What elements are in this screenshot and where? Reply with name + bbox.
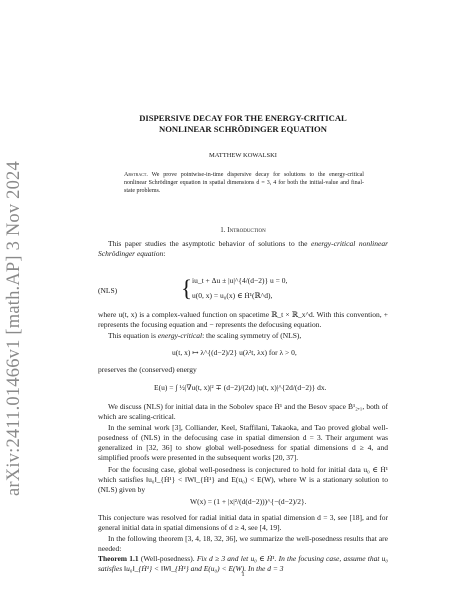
energy-critical-tail: : the scaling symmetry of (NLS), (202, 331, 302, 340)
paragraph-conjecture: This conjecture was resolved for radial initial data in spatial dimension d = 3, see [18], and for general initial data in spatial dimensions of d ≥ 4, see [4, 19]. (98, 513, 388, 532)
section-heading (98, 226, 388, 234)
paragraph-intro (98, 239, 388, 259)
nls-label: (NLS) (98, 286, 118, 295)
intro-colon: : (163, 249, 166, 258)
arxiv-side-stamp (0, 0, 30, 613)
intro-text: This paper studies the asymptotic behavior of solutions to the (108, 239, 311, 248)
abstract-text: We prove pointwise-in-time dispersive decay for solutions to the energy-critical nonlinear Schrödinger equation in spatial dimensions d = 3, 4 for both the initial-value and final-state problems. (124, 172, 364, 194)
nls-equation-line-1: iu_t + Δu ± |u|^{4/(d−2)} u = 0, (192, 276, 288, 285)
section-title: Introduction (227, 226, 266, 234)
intro-emphasis: energy-critical nonlinear Schrödinger equation (98, 239, 389, 258)
page-number: 1 (241, 571, 245, 578)
energy-critical-text: This equation is (108, 331, 158, 340)
paragraph-data-spaces: We discuss (NLS) for initial data in the Sobolev space Ḣ¹ and the Besov space Ḃ¹₂,₁, both of which are scaling-critical. (98, 402, 388, 421)
paragraph-energy-intro: preserves the (conserved) energy (98, 365, 197, 374)
arxiv-identifier: arXiv:2411.01466v1 [math.AP] 3 Nov 2024 (4, 161, 24, 496)
energy-critical-emphasis: energy-critical (157, 331, 203, 340)
paragraph-convention: where u(t, x) is a complex-valued function on spacetime ℝ_t × ℝ_x^d. With this convention, + represents the focusing equation and − represents the defocusing equation. (98, 310, 388, 329)
paragraph-summary: In the following theorem [3, 4, 18, 32, 36], we summarize the well-posedness results that are needed: (98, 534, 388, 553)
theorem-name: (Well-posedness). (140, 554, 195, 563)
abstract-label: Abstract. (124, 172, 148, 178)
energy-equation: E(u) = ∫ ½|∇u(t, x)|² ∓ (d−2)/(2d) |u(t, x)|^{2d/(d−2)} dx. (154, 383, 327, 392)
paragraph-history: In the seminal work [3], Colliander, Keel, Staffilani, Takaoka, and Tao proved global well-posedness of (NLS) in the defocusing case in spatial dimension d = 3. Their argument was generalized in [32, 36] to show global well-posedness for spatial dimensions d ≥ 4, and simplified proofs were presented in the subsequent works [20, 37]. (98, 423, 388, 462)
title-line-2: NONLINEAR SCHRÖDINGER EQUATION (159, 124, 327, 134)
theorem-text: Fix d ≥ 3 and let u₀ ∈ Ḣ¹. In the focusing case, assume that u₀ satisfies ‖u₀‖_{Ḣ¹} < ‖W‖_{Ḣ¹} and E(u₀) < E(W). In the d = 3 (98, 554, 388, 573)
ground-state-equation: W(x) = (1 + |x|²/(d(d−2)))^{−(d−2)/2}. (190, 497, 307, 506)
nls-equation-line-2: u(0, x) = u₀(x) ∈ Ḣ¹(ℝ^d), (192, 291, 273, 300)
section-number: 1. (220, 226, 226, 234)
scaling-equation: u(t, x) ↦ λ^{(d−2)/2} u(λ²t, λx) for λ > 0, (172, 348, 297, 357)
abstract (124, 171, 364, 195)
paper-title (98, 113, 388, 135)
paragraph-energy-critical (98, 331, 388, 341)
paragraph-focusing: For the focusing case, global well-posedness is conjectured to hold for initial data u₀ ∈ Ḣ¹ which satisfies ‖u₀‖_{Ḣ¹} < ‖W‖_{Ḣ¹} and E(u₀) < E(W), where W is a stationary solution to (NLS) given by (98, 465, 388, 494)
nls-brace: { (181, 276, 193, 301)
theorem-label: Theorem 1.1 (98, 554, 139, 563)
author-name: MATTHEW KOWALSKI (209, 152, 277, 159)
title-line-1: DISPERSIVE DECAY FOR THE ENERGY-CRITICAL (139, 113, 347, 123)
